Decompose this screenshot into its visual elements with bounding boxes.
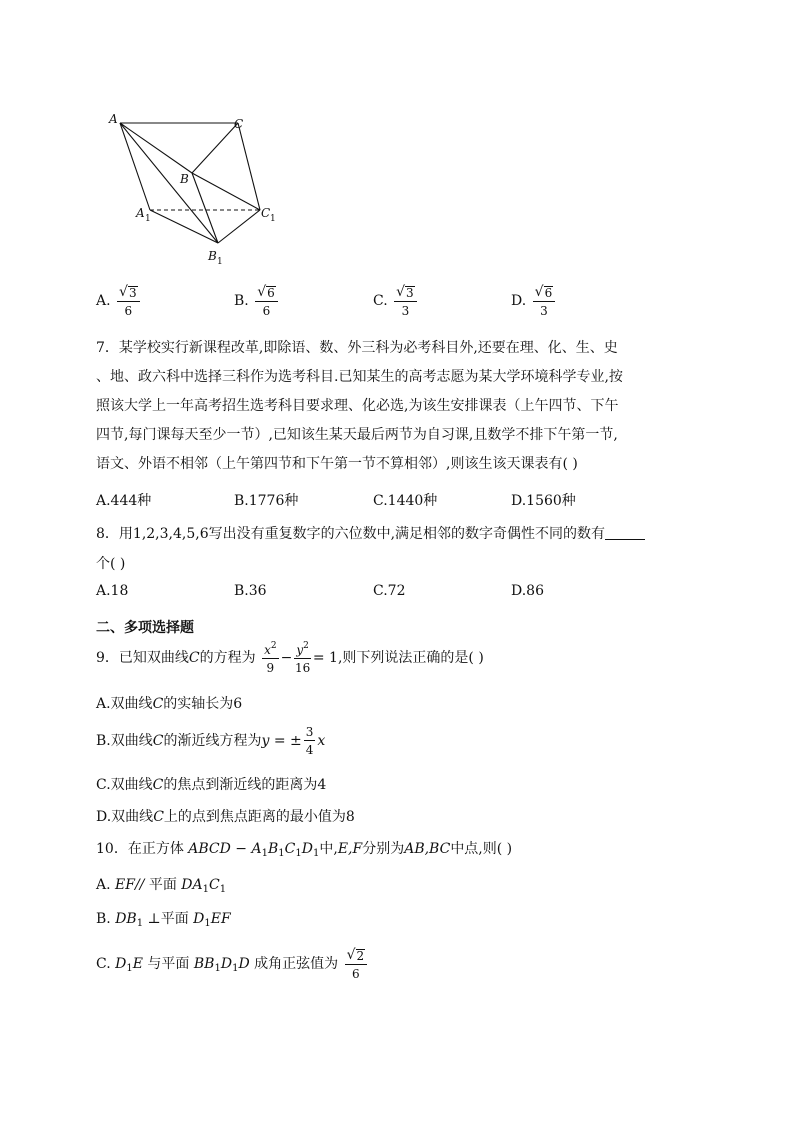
q8-option-c: C.72 bbox=[373, 583, 406, 599]
label-A: A bbox=[109, 112, 118, 126]
label-A1-sub: 1 bbox=[145, 214, 151, 224]
q9-option-b: B.双曲线C的渐近线方程为y = ± $\frac{3}{4}$ x bbox=[96, 725, 326, 757]
label-B: B bbox=[180, 172, 189, 186]
q9-stem: 9．已知双曲线C的方程为 $\frac{x^2}{9}$ − $\frac{y^2}{16}$ = 1,则下列说法正确的是( ) bbox=[96, 641, 484, 675]
q7-line-3: 照该大学上一年高考招生选考科目要求理、化必选,为该生安排课表（上午四节、下午 bbox=[96, 398, 619, 414]
edge-A-B1 bbox=[120, 123, 218, 243]
label-A1: A bbox=[136, 206, 145, 220]
edge-B-C1 bbox=[192, 173, 260, 210]
q7-option-b: B.1776种 bbox=[234, 493, 299, 509]
section-heading: 二、多项选择题 bbox=[96, 620, 194, 636]
edge-C-C1 bbox=[238, 123, 260, 210]
label-B1-sub: 1 bbox=[217, 257, 223, 267]
q6-option-b: B. √ 6 6 bbox=[234, 285, 280, 317]
q7-option-c: C.1440种 bbox=[373, 493, 438, 509]
prism-figure bbox=[100, 105, 290, 270]
q7-option-d: D.1560种 bbox=[511, 493, 576, 509]
q7-line-2: 、地、政六科中选择三科作为选考科目.已知某生的高考志愿为某大学环境科学专业,按 bbox=[96, 369, 623, 385]
q9-option-a: A.双曲线C的实轴长为6 bbox=[96, 696, 243, 712]
q8-option-a: A.18 bbox=[96, 583, 129, 599]
q7-line-5: 语文、外语不相邻（上午第四节和下午第一节不算相邻）,则该生该天课表有( ) bbox=[96, 456, 578, 472]
q9-option-c: C.双曲线C的焦点到渐近线的距离为4 bbox=[96, 777, 327, 793]
answer-blank bbox=[605, 525, 645, 540]
q6-option-a: A. √ 3 6 bbox=[96, 285, 142, 317]
q8-option-d: D.86 bbox=[511, 583, 544, 599]
q8-line-2: 个( ) bbox=[96, 556, 126, 572]
label-C: C bbox=[234, 117, 244, 131]
q8-option-b: B.36 bbox=[234, 583, 267, 599]
edge-A-B bbox=[120, 123, 192, 173]
q10-stem: 10．在正方体 ABCD − $A_1B_1C_1D_1$中,E,F分别为AB,BC中点,则( ) bbox=[96, 841, 513, 859]
label-C1: C bbox=[261, 206, 271, 220]
q7-line-1: 7．某学校实行新课程改革,即除语、数、外三科为必考科目外,还要在理、化、生、史 bbox=[96, 340, 618, 356]
edge-C-B bbox=[192, 123, 238, 173]
q10-option-a: A. EF// 平面 $DA_1C_1$ bbox=[96, 877, 227, 895]
q10-option-b: B. $DB_1$ ⊥平面 $D_1EF$ bbox=[96, 911, 231, 929]
q10-option-c: C. $D_1E$ 与平面 $BB_1D_1D$ 成角正弦值为 √ 2 6 bbox=[96, 948, 369, 980]
label-B1: B bbox=[208, 249, 217, 263]
q9-option-d: D.双曲线C上的点到焦点距离的最小值为8 bbox=[96, 809, 355, 825]
q7-option-a: A.444种 bbox=[96, 493, 152, 509]
q6-option-c: C. √ 3 3 bbox=[373, 285, 419, 317]
edge-A-A1 bbox=[120, 123, 150, 210]
q8-line-1: 8．用1,2,3,4,5,6写出没有重复数字的六位数中,满足相邻的数字奇偶性不同的数有 bbox=[96, 523, 645, 543]
label-C1-sub: 1 bbox=[270, 214, 276, 224]
q6-option-d: D. √ 6 3 bbox=[511, 285, 557, 317]
edge-C1-B1 bbox=[218, 210, 260, 243]
q7-line-4: 四节,每门课每天至少一节）,已知该生某天最后两节为自习课,且数学不排下午第一节, bbox=[96, 427, 618, 443]
